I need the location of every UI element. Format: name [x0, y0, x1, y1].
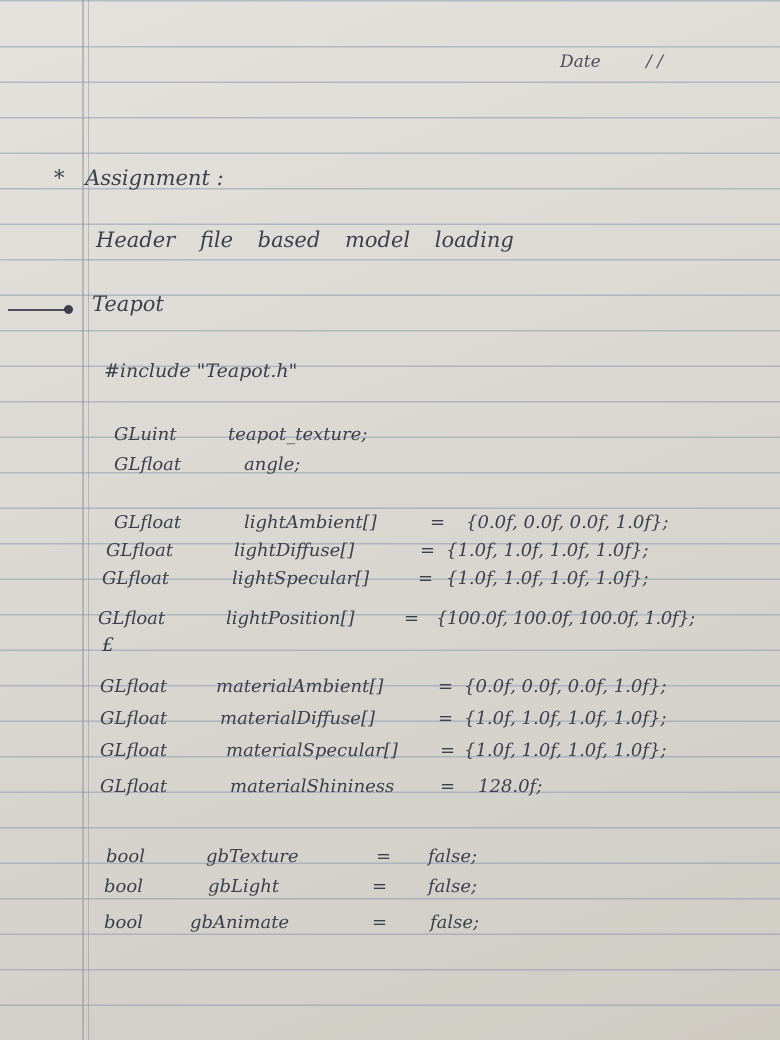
decl-name: teapot_texture; — [228, 424, 368, 445]
row-type: bool — [104, 912, 143, 933]
row-name: lightDiffuse[] — [234, 540, 355, 561]
margin-line-inner — [88, 0, 89, 1040]
separator-mark: £ — [102, 634, 115, 656]
row-value: {1.0f, 1.0f, 1.0f, 1.0f}; — [446, 540, 649, 561]
decl-type: GLuint — [114, 424, 177, 445]
date-separators: / / — [646, 52, 663, 72]
row-value: {0.0f, 0.0f, 0.0f, 1.0f}; — [466, 512, 669, 533]
row-name: materialShininess — [230, 776, 395, 797]
row-value: 128.0f; — [478, 776, 543, 797]
row-name: gbAnimate — [190, 912, 290, 933]
row-eq: = — [438, 676, 454, 697]
row-value: {1.0f, 1.0f, 1.0f, 1.0f}; — [446, 568, 649, 589]
bullet-dot-icon — [64, 305, 73, 314]
row-eq: = — [430, 512, 446, 533]
bullet-dash — [8, 309, 68, 311]
row-type: GLfloat — [100, 708, 168, 729]
date-label: Date — [560, 52, 601, 72]
row-value: false; — [428, 846, 478, 867]
row-eq: = — [404, 608, 420, 629]
row-eq: = — [376, 846, 392, 867]
row-type: GLfloat — [102, 568, 170, 589]
row-value: false; — [428, 876, 478, 897]
row-name: lightPosition[] — [226, 608, 355, 629]
row-value: {0.0f, 0.0f, 0.0f, 1.0f}; — [464, 676, 667, 697]
row-type: bool — [104, 876, 143, 897]
row-name: materialDiffuse[] — [220, 708, 376, 729]
row-value: false; — [430, 912, 480, 933]
row-value: {1.0f, 1.0f, 1.0f, 1.0f}; — [464, 708, 667, 729]
heading-title: Assignment : — [85, 166, 224, 190]
row-type: GLfloat — [106, 540, 174, 561]
assignment-heading — [54, 166, 224, 190]
row-name: lightAmbient[] — [244, 512, 377, 533]
date-field — [560, 52, 663, 72]
row-value: {100.0f, 100.0f, 100.0f, 1.0f}; — [436, 608, 695, 629]
row-eq: = — [420, 540, 436, 561]
row-eq: = — [438, 708, 454, 729]
margin-line — [82, 0, 84, 1040]
decl-type: GLfloat — [114, 454, 182, 475]
row-value: {1.0f, 1.0f, 1.0f, 1.0f}; — [464, 740, 667, 761]
row-type: GLfloat — [98, 608, 166, 629]
row-name: gbLight — [208, 876, 280, 897]
row-eq: = — [440, 776, 456, 797]
subtitle: Header file based model loading — [96, 228, 514, 252]
heading-star: * — [54, 166, 65, 190]
row-type: GLfloat — [100, 676, 168, 697]
bullet-teapot: Teapot — [92, 292, 164, 316]
row-name: materialSpecular[] — [226, 740, 398, 761]
row-eq: = — [418, 568, 434, 589]
row-type: GLfloat — [114, 512, 182, 533]
row-eq: = — [440, 740, 456, 761]
row-type: bool — [106, 846, 145, 867]
row-eq: = — [372, 912, 388, 933]
row-type: GLfloat — [100, 740, 168, 761]
include-line: #include "Teapot.h" — [104, 360, 298, 382]
row-name: gbTexture — [206, 846, 299, 867]
row-name: lightSpecular[] — [232, 568, 370, 589]
row-name: materialAmbient[] — [216, 676, 384, 697]
row-eq: = — [372, 876, 388, 897]
decl-name: angle; — [244, 454, 301, 475]
row-type: GLfloat — [100, 776, 168, 797]
